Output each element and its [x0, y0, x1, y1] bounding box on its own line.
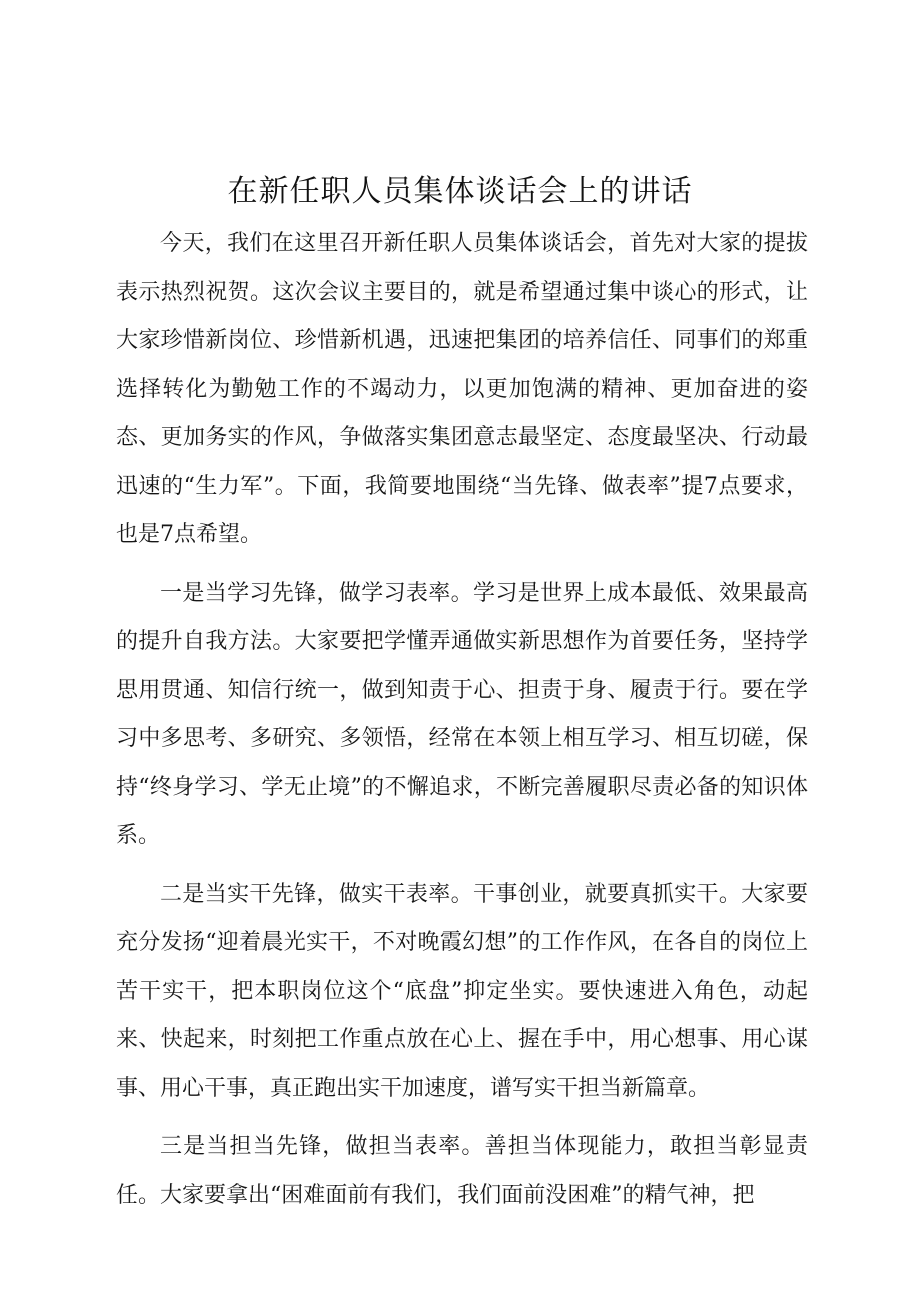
paragraph-responsibility: 三是当担当先锋，做担当表率。善担当体现能力，敢担当彰显责任。大家要拿出“困难面前有我们，我们面前没困难”的精气神，把 [116, 1134, 808, 1208]
paragraph-intro: 今天，我们在这里召开新任职人员集体谈话会，首先对大家的提拔表示热烈祝贺。这次会议主要目的，就是希望通过集中谈心的形式，让大家珍惜新岗位、珍惜新机遇，迅速把集团的培养信任、同事们的郑重选择转化为勤勉工作的不竭动力，以更加饱满的精神、更加奋进的姿态、更加务实的作风，争做落实集团意志最坚定、态度最坚决、行动最迅速的“生力军”。下面，我简要地围绕“当先锋、做表率”提7点要求，也是7点希望。 [116, 231, 808, 547]
document-body [116, 220, 808, 1220]
paragraph-practice: 二是当实干先锋，做实干表率。干事创业，就要真抓实干。大家要充分发扬“迎着晨光实干，不对晚霞幻想”的工作作风，在各自的岗位上苦干实干，把本职岗位这个“底盘”抑定坐实。要快速进入角色，动起来、快起来，时刻把工作重点放在心上、握在手中，用心想事、用心谋事、用心干事，真正跑出实干加速度，谱写实干担当新篇章。 [116, 881, 808, 1101]
paragraph-study: 一是当学习先锋，做学习表率。学习是世界上成本最低、效果最高的提升自我方法。大家要把学懂弄通做实新思想作为首要任务，坚持学思用贯通、知信行统一，做到知责于心、担责于身、履责于行。要在学习中多思考、多研究、多领悟，经常在本领上相互学习、相互切磋，保持“终身学习、学无止境”的不懈追求，不断完善履职尽责必备的知识体系。 [116, 580, 808, 848]
document-title: 在新任职人员集体谈话会上的讲话 [227, 174, 693, 209]
